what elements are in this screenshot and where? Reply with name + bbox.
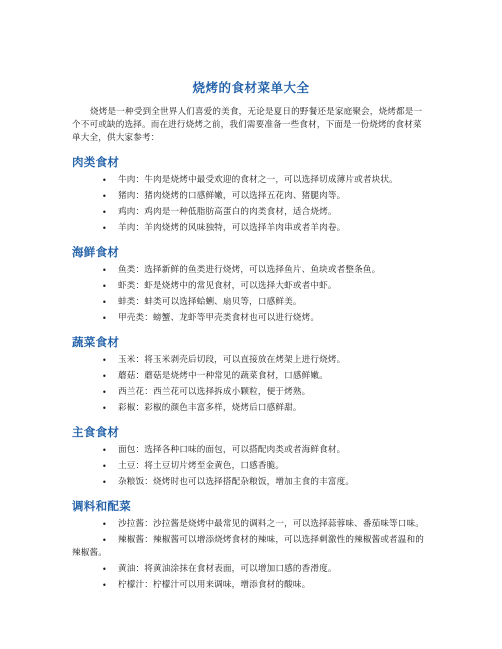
list-item-text: 玉米：将玉米剥壳后切段，可以直接放在烤架上进行烧烤。 [118,355,346,365]
document-title: 烧烤的食材菜单大全 [192,80,310,95]
list-item [72,386,430,399]
bullet-icon: • [102,266,107,275]
section-seafood [72,244,430,325]
list-item-text: 柠檬汁：柠檬汁可以用来调味，增添食材的酸味。 [118,580,311,590]
list-item-text: 鸡肉：鸡肉是一种低脂肪高蛋白的肉类食材，适合烧烤。 [118,207,337,217]
list-item [72,444,430,457]
section-heading: 主食食材 [72,425,120,439]
list-item [72,190,430,203]
list-item [72,579,430,592]
section-condiments [72,498,430,592]
list-item [72,296,430,309]
list-item [72,476,430,489]
bullet-icon: • [102,282,107,291]
list-item-text: 沙拉酱：沙拉酱是烧烤中最常见的调料之一，可以选择蒜蓉味、番茄味等口味。 [118,519,425,529]
bullet-icon: • [102,388,107,397]
list-item [72,206,430,219]
bullet-icon: • [102,192,107,201]
intro-paragraph: 烧烤是一种受到全世界人们喜爱的美食，无论是夏日的野餐还是家庭聚会，烧烤都是一个不可或缺的选择。而在进行烧烤之前，我们需要准备一些食材，下面是一份烧烤的食材菜单大全，供大家参考： [72,107,423,143]
list-item-text: 蚌类：蚌类可以选择蛤蜊、扇贝等，口感鲜美。 [118,297,302,307]
list-item-text: 西兰花：西兰花可以选择拆成小颗粒，便于烤熟。 [118,387,311,397]
bullet-icon: • [102,176,107,185]
section-meat [72,154,430,235]
list-item-text: 蘑菇：蘑菇是烧烤中一种常见的蔬菜食材，口感鲜嫩。 [118,371,328,381]
list-item-text: 羊肉：羊肉烧烤的风味独特，可以选择羊肉串或者羊肉卷。 [118,223,346,233]
list-item [72,518,430,531]
list-item-text: 彩椒：彩椒的颜色丰富多样，烧烤后口感鲜甜。 [118,403,302,413]
list-item [72,174,430,187]
list-item-text: 辣椒酱：辣椒酱可以增添烧烤食材的辣味，可以选择刺激性的辣椒酱或者温和的辣椒酱。 [72,535,425,558]
list-item [72,312,430,325]
list-item [72,370,430,383]
list-item [72,534,430,560]
bullet-icon: • [102,520,107,529]
section-vegetables [72,334,430,415]
section-heading: 蔬菜食材 [72,335,120,349]
list-item [72,222,430,235]
bullet-icon: • [102,372,107,381]
list-item [72,280,430,293]
list-item [72,460,430,473]
bullet-icon: • [102,356,107,365]
list-item-text: 甲壳类：螃蟹、龙虾等甲壳类食材也可以进行烧烤。 [118,313,320,323]
list-item-text: 猪肉：猪肉烧烤的口感鲜嫩，可以选择五花肉、猪腿肉等。 [118,191,346,201]
section-heading: 调料和配菜 [72,499,131,513]
bullet-icon: • [102,478,107,487]
bullet-icon: • [102,298,107,307]
list-item-text: 牛肉：牛肉是烧烤中最受欢迎的食材之一，可以选择切成薄片或者块状。 [118,175,398,185]
bullet-icon: • [102,446,107,455]
list-item-text: 鱼类：选择新鲜的鱼类进行烧烤，可以选择鱼片、鱼块或者整条鱼。 [118,265,381,275]
list-item-text: 面包：选择各种口味的面包，可以搭配肉类或者海鲜食材。 [118,445,346,455]
section-heading: 肉类食材 [72,155,120,169]
bullet-icon: • [102,565,107,574]
bullet-icon: • [102,314,107,323]
bullet-icon: • [102,208,107,217]
bullet-icon: • [102,404,107,413]
list-item-text: 杂粮饭：烧烤时也可以选择搭配杂粮饭，增加主食的丰富度。 [118,477,355,487]
list-item-text: 虾类：虾是烧烤中的常见食材，可以选择大虾或者中虾。 [118,281,337,291]
bullet-icon: • [102,581,107,590]
list-item-text: 黄油：将黄油涂抹在食材表面，可以增加口感的香滑度。 [118,564,337,574]
bullet-icon: • [102,536,107,545]
list-item [72,563,430,576]
section-heading: 海鲜食材 [72,245,120,259]
bullet-icon: • [102,462,107,471]
list-item [72,402,430,415]
section-staples [72,424,430,489]
list-item [72,354,430,367]
list-item-text: 土豆：将土豆切片烤至金黄色，口感香脆。 [118,461,285,471]
list-item [72,264,430,277]
bullet-icon: • [102,224,107,233]
